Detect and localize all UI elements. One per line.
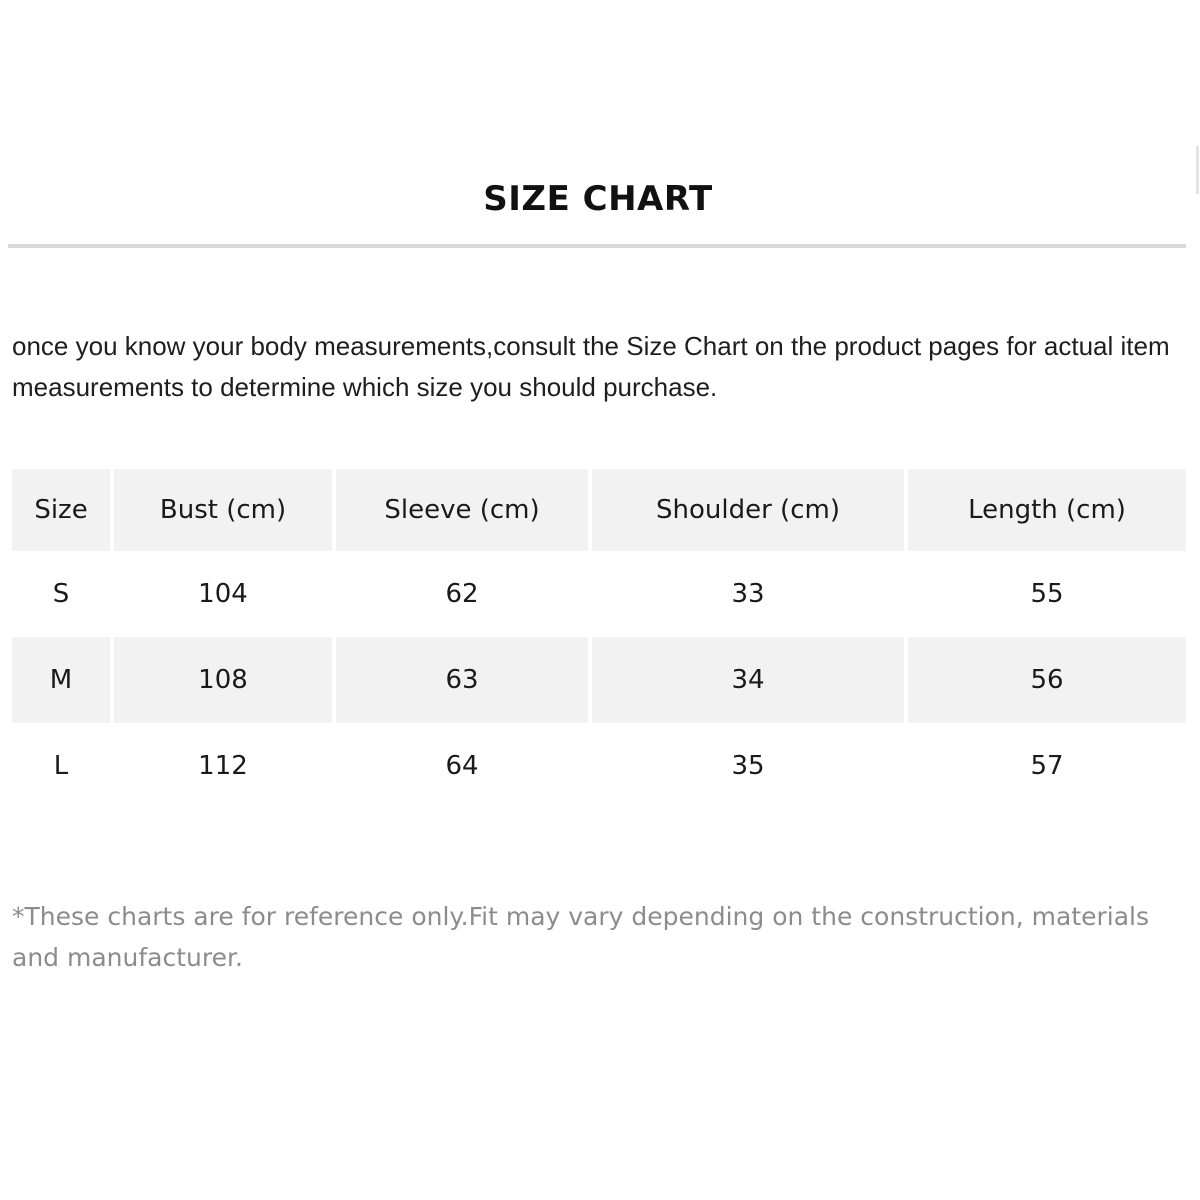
table-row xyxy=(12,723,1186,809)
sleeve-cell: 64 xyxy=(445,751,479,781)
table-row xyxy=(12,637,1186,723)
shoulder-cell: 33 xyxy=(731,579,765,609)
intro-paragraph: once you know your body measurements,consult the Size Chart on the product pages for actual item measurements to determine which size you should purchase. xyxy=(12,331,1170,402)
bust-cell: 112 xyxy=(198,751,248,781)
length-cell: 55 xyxy=(1030,579,1064,609)
size-cell: L xyxy=(53,751,69,781)
reference-note: *These charts are for reference only.Fit may vary depending on the construction, materials and manufacturer. xyxy=(12,902,1150,972)
length-cell: 57 xyxy=(1030,751,1064,781)
page-title: SIZE CHART xyxy=(483,179,713,219)
shoulder-cell: 34 xyxy=(592,637,904,723)
column-header-bust: Bust (cm) xyxy=(114,469,332,551)
sleeve-cell: 62 xyxy=(445,579,479,609)
sleeve-cell: 63 xyxy=(336,637,588,723)
column-header-length: Length (cm) xyxy=(908,469,1186,551)
size-table xyxy=(8,469,1190,809)
size-cell: S xyxy=(52,579,70,609)
bust-cell: 104 xyxy=(198,579,248,609)
column-header-shoulder: Shoulder (cm) xyxy=(592,469,904,551)
scroll-edge-mark xyxy=(1196,146,1199,194)
title-divider xyxy=(8,244,1186,248)
length-cell: 56 xyxy=(908,637,1186,723)
column-header-sleeve: Sleeve (cm) xyxy=(336,469,588,551)
size-cell: M xyxy=(12,637,110,723)
bust-cell: 108 xyxy=(114,637,332,723)
shoulder-cell: 35 xyxy=(731,751,765,781)
table-header-row xyxy=(12,469,1186,551)
column-header-size: Size xyxy=(12,469,110,551)
table-row xyxy=(12,551,1186,637)
